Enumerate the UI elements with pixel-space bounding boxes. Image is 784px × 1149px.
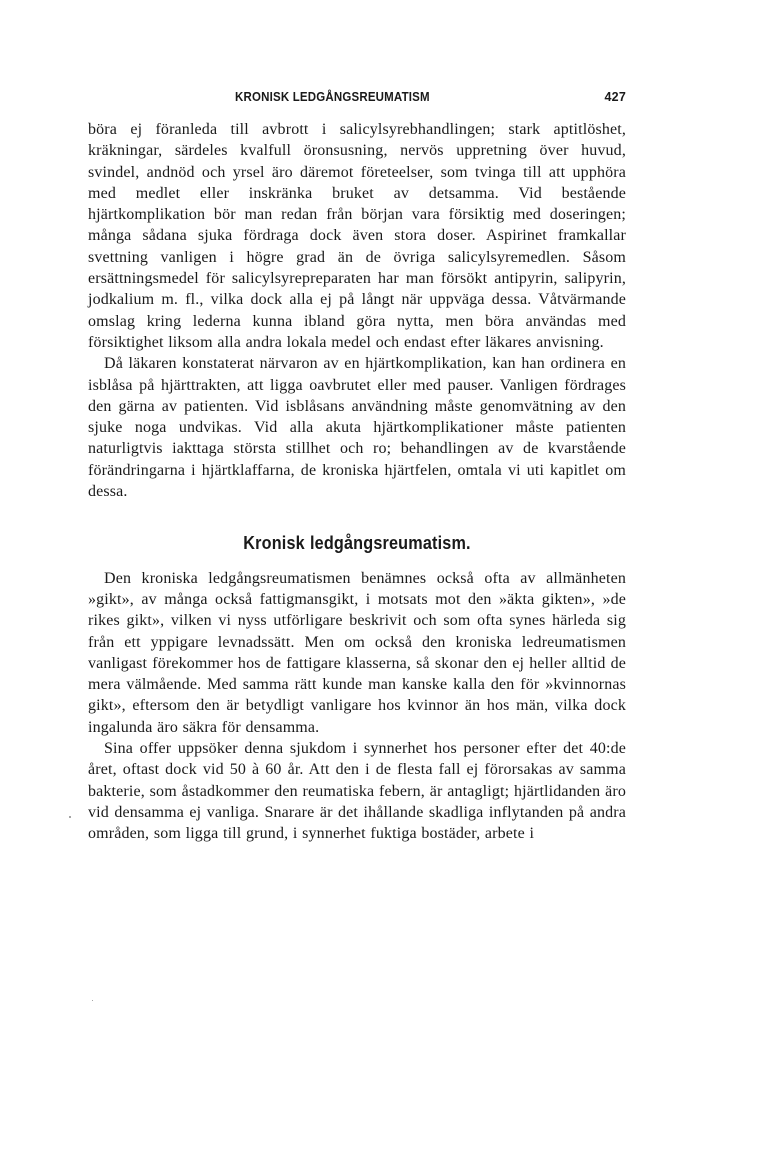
paragraph: Den kroniska ledgångsreumatismen benämnes också ofta av allmänheten »gikt», av många också fattigmansgikt, i motsats mot den »äkta gikten», »de rikes gikt», vilken vi nyss utförligare beskrivit och som ofta synes härleda sig från ett yppigare levnadssätt. Men om också den kroniska ledreumatismen vanligast förekommer hos de fattigare klasserna, så skonar den ej heller alltid de mera välmående. Med samma rätt kunde man kanske kalla den för »kvinnornas gikt», eftersom den är betydligt vanligare hos kvinnor än hos män, vilka dock ingalunda äro säkra för densamma. xyxy=(88,569,626,736)
paragraph: böra ej föranleda till avbrott i salicylsyrebhandlingen; stark aptitlöshet, kräkningar, särdeles kvalfull öronsusning, nervös uppretning över huvud, svindel, andnöd och yrsel äro däremot företeelser, som tvinga till att upphöra med medlet eller inskränka bruket av detsamma. Vid bestående hjärtkomplikation bör man redan från början vara försiktig med doseringen; många sådana sjuka fördraga dock även stora doser. Aspirinet framkallar svettning vanligen i högre grad än de övriga salicylsyremedlen. Såsom ersättningsmedel för salicylsyrepreparaten har man försökt antipyrin, salipyrin, jodkalium m. fl., vilka dock alla ej på långt när uppväga dessa. Våtvärmande omslag kring lederna kunna ibland göra nytta, men böra användas med försiktighet liksom alla andra lokala medel och endast efter läkares anvisning. xyxy=(88,121,626,351)
page-number: 427 xyxy=(604,90,626,104)
book-page xyxy=(88,90,626,845)
scan-speck xyxy=(69,816,71,818)
scan-speck xyxy=(92,1000,93,1001)
running-title: KRONISK LEDGÅNGSREUMATISM xyxy=(235,90,430,104)
paragraph: Sina offer uppsöker denna sjukdom i synnerhet hos personer efter det 40:de året, oftast dock vid 50 à 60 år. Att den i de flesta fall ej förorsakas av samma bakterie, som åstadkommer den reumatiska febern, är antagligt; hjärtlidanden äro vid densamma ej vanliga. Snarare är det ihållande skadliga inflytanden på andra områden, som ligga till grund, i synnerhet fuktiga bostäder, arbete i xyxy=(88,740,626,843)
running-head xyxy=(88,90,626,110)
body-text xyxy=(88,119,626,845)
paragraph: Då läkaren konstaterat närvaron av en hjärtkomplikation, kan han ordinera en isblåsa på hjärttrakten, att ligga oavbrutet eller med pauser. Vanligen fördrages den gärna av patienten. Vid isblåsans användning måste genomvätning av den sjuke noga undvikas. Vid alla akuta hjärtkomplikationer måste patienten naturligtvis iakttaga största stillhet och ro; behandlingen av de kvarstående förändringarna i hjärtklaffarna, de kroniska hjärtfelen, omtala vi uti kapitlet om dessa. xyxy=(88,355,626,501)
section-heading: Kronisk ledgångsreumatism. xyxy=(243,533,471,554)
